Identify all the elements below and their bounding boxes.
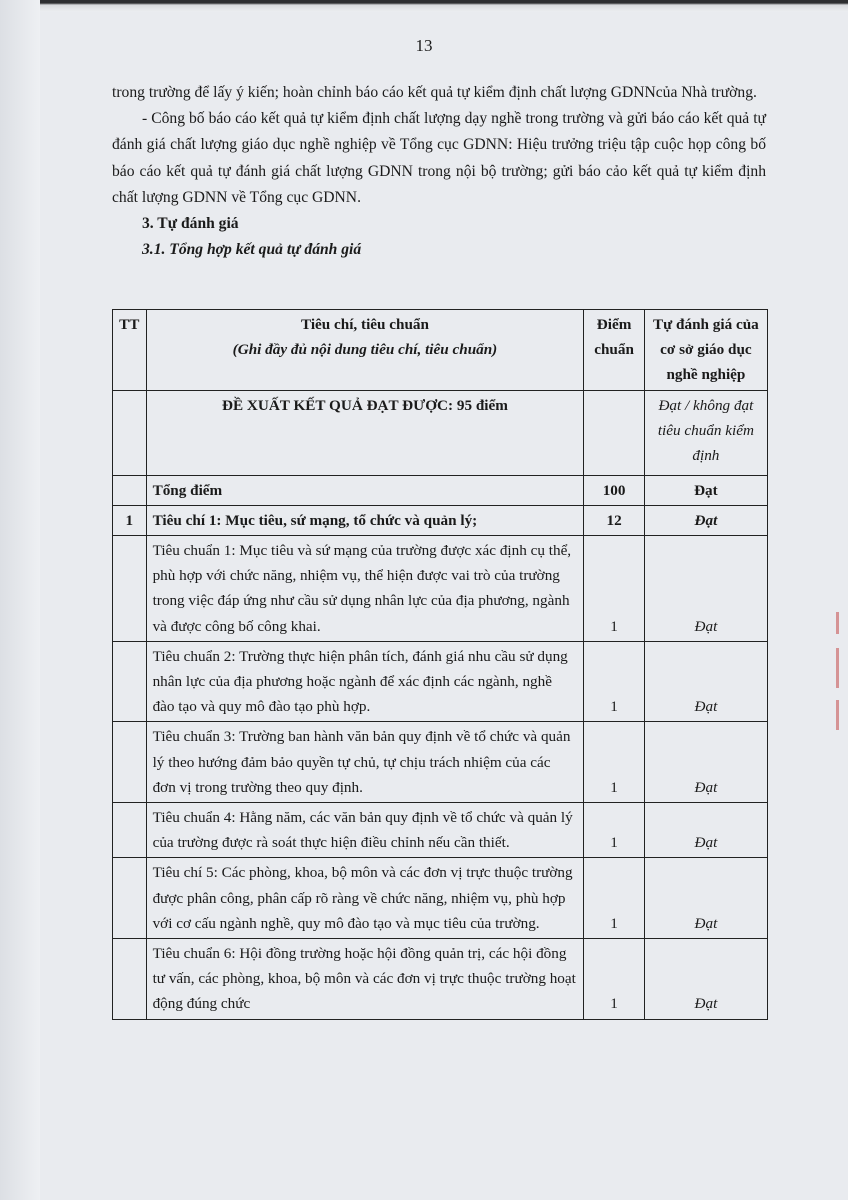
standard-result: Đạt bbox=[644, 803, 767, 858]
results-table bbox=[112, 309, 768, 1020]
standard-score: 1 bbox=[584, 803, 644, 858]
standard-text: Tiêu chuẩn 2: Trường thực hiện phân tích, đánh giá nhu cầu sử dụng nhân lực của địa phương hoặc ngành để xác định các ngành, nghề đào tạo và quy mô đào tạo phù hợp. bbox=[146, 641, 584, 722]
standard-score: 1 bbox=[584, 641, 644, 722]
total-score: 100 bbox=[584, 475, 644, 505]
criterion-tt: 1 bbox=[113, 505, 147, 535]
header-self-assessment: Tự đánh giá của cơ sở giáo dục nghề nghiệp bbox=[644, 310, 767, 391]
header-criteria-title: Tiêu chí, tiêu chuẩn bbox=[300, 316, 429, 333]
criterion-row bbox=[113, 505, 768, 535]
paragraph-1: trong trường để lấy ý kiến; hoàn chỉnh báo cáo kết quả tự kiểm định chất lượng GDNNcủa Nhà trường. bbox=[112, 84, 757, 101]
standard-score: 1 bbox=[584, 939, 644, 1020]
standard-score: 1 bbox=[584, 536, 644, 642]
table-row bbox=[113, 803, 768, 858]
criterion-result: Đạt bbox=[644, 505, 767, 535]
header-criteria bbox=[146, 310, 584, 391]
table-row bbox=[113, 722, 768, 803]
table-row bbox=[113, 939, 768, 1020]
header-standard-score: Điểm chuẩn bbox=[584, 310, 644, 391]
scan-artifact bbox=[836, 648, 839, 688]
standard-result: Đạt bbox=[644, 641, 767, 722]
standard-text: Tiêu chuẩn 1: Mục tiêu và sứ mạng của trường được xác định cụ thể, phù hợp với chức năng, nhiệm vụ, thể hiện được vai trò của trường trong việc đáp ứng như cầu sử dụng nhân lực của địa phương, ngành và được công bố công khai. bbox=[146, 536, 584, 642]
standard-result: Đạt bbox=[644, 858, 767, 939]
proposal-row bbox=[113, 390, 768, 475]
scan-artifact bbox=[836, 612, 839, 634]
page-number: 13 bbox=[415, 36, 433, 55]
standard-result: Đạt bbox=[644, 722, 767, 803]
table-header-row bbox=[113, 310, 768, 391]
body-text bbox=[112, 80, 766, 263]
paragraph-2: - Công bố báo cáo kết quả tự kiểm định chất lượng dạy nghề trong trường và gửi báo cáo kết quả tự đánh giá chất lượng giáo dục nghề nghiệp về Tổng cục GDNN: Hiệu trưởng triệu tập cuộc họp công bố báo cáo kết quả tự đánh giá chất lượng GDNN trong nội bộ trường; gửi báo cảo kết quả tự kiểm định chất lượng GDNN về Tổng cục GDNN. bbox=[112, 110, 766, 206]
scan-shadow-top bbox=[40, 0, 848, 12]
standard-text: Tiêu chuẩn 6: Hội đồng trường hoặc hội đồng quản trị, các hội đồng tư vấn, các phòng, khoa, bộ môn và các đơn vị trực thuộc trường hoạt động đúng chức bbox=[146, 939, 584, 1020]
table-row bbox=[113, 858, 768, 939]
section-subheading: 3.1. Tổng hợp kết quả tự đánh giá bbox=[142, 241, 362, 259]
section-heading: 3. Tự đánh giá bbox=[142, 215, 239, 233]
criterion-score: 12 bbox=[584, 505, 644, 535]
header-tt: TT bbox=[113, 310, 147, 391]
scan-shadow-left bbox=[0, 0, 40, 1200]
total-row bbox=[113, 475, 768, 505]
standard-score: 1 bbox=[584, 858, 644, 939]
standard-result: Đạt bbox=[644, 536, 767, 642]
total-label: Tổng điểm bbox=[146, 475, 584, 505]
proposal-text: ĐỀ XUẤT KẾT QUẢ ĐẠT ĐƯỢC: 95 điểm bbox=[146, 390, 584, 475]
table-row bbox=[113, 536, 768, 642]
proposal-result: Đạt / không đạt tiêu chuẩn kiểm định bbox=[644, 390, 767, 475]
standard-score: 1 bbox=[584, 722, 644, 803]
standard-result: Đạt bbox=[644, 939, 767, 1020]
criterion-label: Tiêu chí 1: Mục tiêu, sứ mạng, tổ chức và quản lý; bbox=[146, 505, 584, 535]
standard-text: Tiêu chuẩn 3: Trường ban hành văn bản quy định về tổ chức và quản lý theo hướng đảm bảo quyền tự chủ, tự chịu trách nhiệm của các đơn vị trong trường theo quy định. bbox=[146, 722, 584, 803]
total-result: Đạt bbox=[644, 475, 767, 505]
table-row bbox=[113, 641, 768, 722]
scan-artifact bbox=[836, 700, 839, 730]
standard-text: Tiêu chí 5: Các phòng, khoa, bộ môn và các đơn vị trực thuộc trường được phân công, phân cấp rõ ràng về chức năng, nhiệm vụ, phù hợp với cơ cấu ngành nghề, quy mô đào tạo và mục tiêu của trường. bbox=[146, 858, 584, 939]
header-criteria-note: (Ghi đầy đủ nội dung tiêu chí, tiêu chuẩn) bbox=[232, 341, 498, 359]
standard-text: Tiêu chuẩn 4: Hằng năm, các văn bản quy định về tổ chức và quản lý của trường được rà soát thực hiện điều chỉnh nếu cần thiết. bbox=[146, 803, 584, 858]
